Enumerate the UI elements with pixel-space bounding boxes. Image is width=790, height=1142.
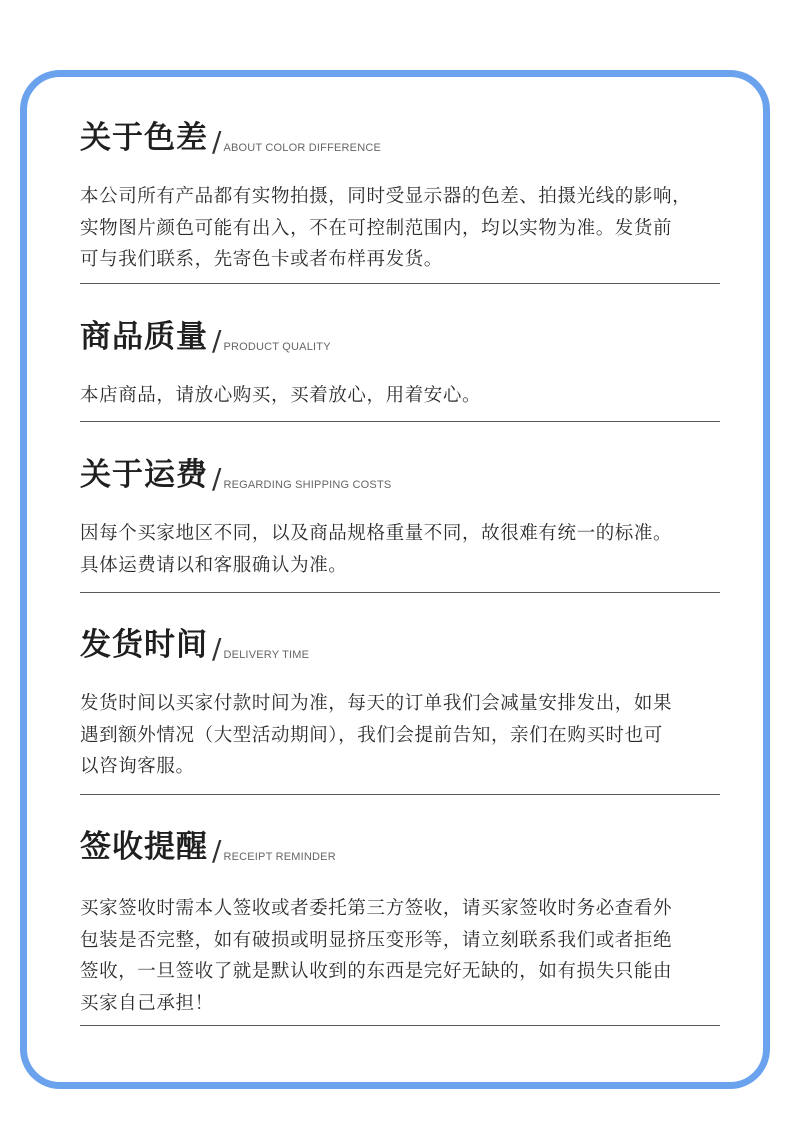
section-title: 签收提醒: [80, 829, 208, 865]
section-body: [80, 518, 728, 581]
title-separator: /: [212, 324, 222, 357]
section-receipt-reminder: [80, 825, 720, 1019]
body-line: 实物图片颜色可能有出入，不在可控制范围内，均以实物为准。发货前: [80, 217, 673, 239]
section-title: 发货时间: [80, 627, 208, 663]
title-separator: /: [212, 632, 222, 665]
section-title: 关于运费: [80, 457, 208, 493]
section-divider: [80, 592, 720, 593]
section-subtitle: RECEIPT REMINDER: [223, 851, 336, 863]
section-heading: [80, 315, 720, 355]
section-body: [80, 893, 728, 1019]
section-body: [80, 181, 728, 276]
section-body: [80, 688, 728, 783]
body-line: 本店商品，请放心购买，买着放心，用着安心。: [80, 385, 482, 406]
body-line: 本公司所有产品都有实物拍摄，同时受显示器的色差、拍摄光线的影响，: [80, 186, 692, 207]
title-separator: /: [212, 834, 222, 867]
section-subtitle: PRODUCT QUALITY: [223, 341, 331, 353]
body-line: 具体运费请以和客服确认为准。: [80, 554, 348, 576]
section-divider: [80, 794, 720, 795]
section-heading: [80, 623, 720, 663]
section-subtitle: DELIVERY TIME: [223, 649, 310, 661]
section-divider: [80, 283, 720, 284]
section-subtitle: REGARDING SHIPPING COSTS: [223, 479, 392, 491]
body-line: 因每个买家地区不同，以及商品规格重量不同，故很难有统一的标准。: [80, 523, 673, 544]
title-separator: /: [212, 125, 222, 158]
body-line: 买家签收时需本人签收或者委托第三方签收，请买家签收时务必查看外: [80, 898, 673, 919]
section-heading: [80, 116, 720, 156]
section-heading: [80, 825, 720, 865]
section-title: 商品质量: [80, 319, 208, 355]
body-line: 遇到额外情况（大型活动期间），我们会提前告知，亲们在购买时也可: [80, 724, 663, 746]
body-line: 签收，一旦签收了就是默认收到的东西是完好无缺的，如有损失只能由: [80, 961, 673, 982]
section-delivery-time: [80, 623, 720, 783]
section-title: 关于色差: [80, 120, 208, 156]
section-heading: [80, 453, 720, 493]
body-line: 买家自己承担！: [80, 992, 214, 1014]
section-shipping-costs: [80, 453, 720, 581]
section-body: [80, 380, 728, 412]
title-separator: /: [212, 462, 222, 495]
body-line: 包装是否完整，如有破损或明显挤压变形等，请立刻联系我们或者拒绝: [80, 929, 673, 951]
section-color-difference: [80, 116, 720, 276]
section-divider: [80, 1025, 720, 1026]
body-line: 可与我们联系，先寄色卡或者布样再发货。: [80, 249, 443, 270]
section-subtitle: ABOUT COLOR DIFFERENCE: [223, 142, 382, 154]
section-divider: [80, 421, 720, 422]
body-line: 发货时间以买家付款时间为准，每天的订单我们会减量安排发出，如果: [80, 693, 673, 714]
section-product-quality: [80, 315, 720, 412]
body-line: 以咨询客服。: [80, 756, 195, 777]
